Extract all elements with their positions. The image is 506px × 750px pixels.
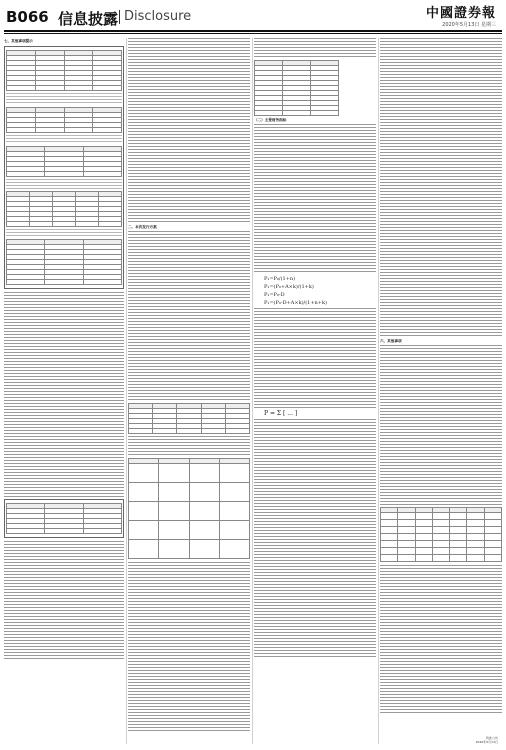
body-text bbox=[128, 562, 250, 732]
section-en: Disclosure bbox=[124, 9, 192, 24]
data-table bbox=[380, 507, 502, 562]
page-code: B066 bbox=[6, 8, 49, 26]
data-table bbox=[254, 60, 339, 116]
formula-3: P₁=P₀-D bbox=[264, 292, 285, 298]
body-text bbox=[254, 419, 376, 659]
text-block bbox=[6, 135, 122, 144]
column-heading: （二）主要财务指标 bbox=[254, 118, 287, 122]
column-2 bbox=[128, 38, 250, 744]
column-3 bbox=[254, 38, 376, 744]
data-table bbox=[6, 107, 122, 133]
table-frame bbox=[4, 499, 124, 538]
data-table bbox=[128, 458, 250, 559]
text-block bbox=[6, 179, 122, 189]
data-table bbox=[6, 191, 122, 227]
body-text bbox=[4, 541, 124, 661]
signature-block bbox=[476, 736, 498, 744]
body-text bbox=[128, 436, 250, 456]
column-divider bbox=[378, 38, 379, 744]
body-text bbox=[254, 124, 376, 274]
formula-5: P = Σ [ ... ] bbox=[264, 410, 298, 417]
data-table bbox=[6, 146, 122, 177]
formula-4: P₁=(P₀-D+A×k)/(1+n+k) bbox=[264, 300, 327, 306]
body-text bbox=[128, 231, 250, 401]
section-divider bbox=[119, 10, 120, 24]
column-1 bbox=[4, 38, 124, 744]
section-name: 信息披露 bbox=[58, 10, 119, 28]
signature-date: 2020年5月13日 bbox=[475, 740, 498, 744]
header-rule-thin bbox=[4, 33, 502, 34]
data-table bbox=[6, 503, 122, 534]
body-text bbox=[4, 292, 124, 497]
data-table bbox=[128, 403, 250, 434]
column-heading: 七、其他事项提示 bbox=[4, 39, 33, 43]
data-table bbox=[6, 50, 122, 91]
text-block bbox=[6, 93, 122, 105]
column-divider bbox=[126, 38, 127, 744]
column-heading: 二、本次发行方案 bbox=[128, 225, 157, 229]
formula-1: P₁=P₀/(1+n) bbox=[264, 276, 296, 282]
masthead bbox=[0, 0, 506, 36]
formula-2: P₁=(P₀+A×k)/(1+k) bbox=[264, 284, 314, 290]
body-text bbox=[128, 38, 250, 224]
issue-date: 2020年5月13日 星期三 bbox=[442, 22, 496, 28]
signature-company: 特此公告 bbox=[485, 736, 498, 740]
text-block bbox=[6, 229, 122, 237]
body-text bbox=[380, 565, 502, 715]
body-text bbox=[254, 308, 376, 408]
body-text bbox=[380, 345, 502, 505]
column-4 bbox=[380, 38, 502, 744]
table-frame bbox=[4, 46, 124, 289]
column-divider bbox=[252, 38, 253, 744]
body-text bbox=[380, 38, 502, 338]
data-table bbox=[6, 239, 122, 285]
header-rule bbox=[4, 30, 502, 32]
body-text bbox=[254, 38, 376, 58]
column-heading: 六、其他事项 bbox=[380, 339, 402, 343]
newspaper-brand-logo: 中國證券報 bbox=[425, 6, 496, 21]
